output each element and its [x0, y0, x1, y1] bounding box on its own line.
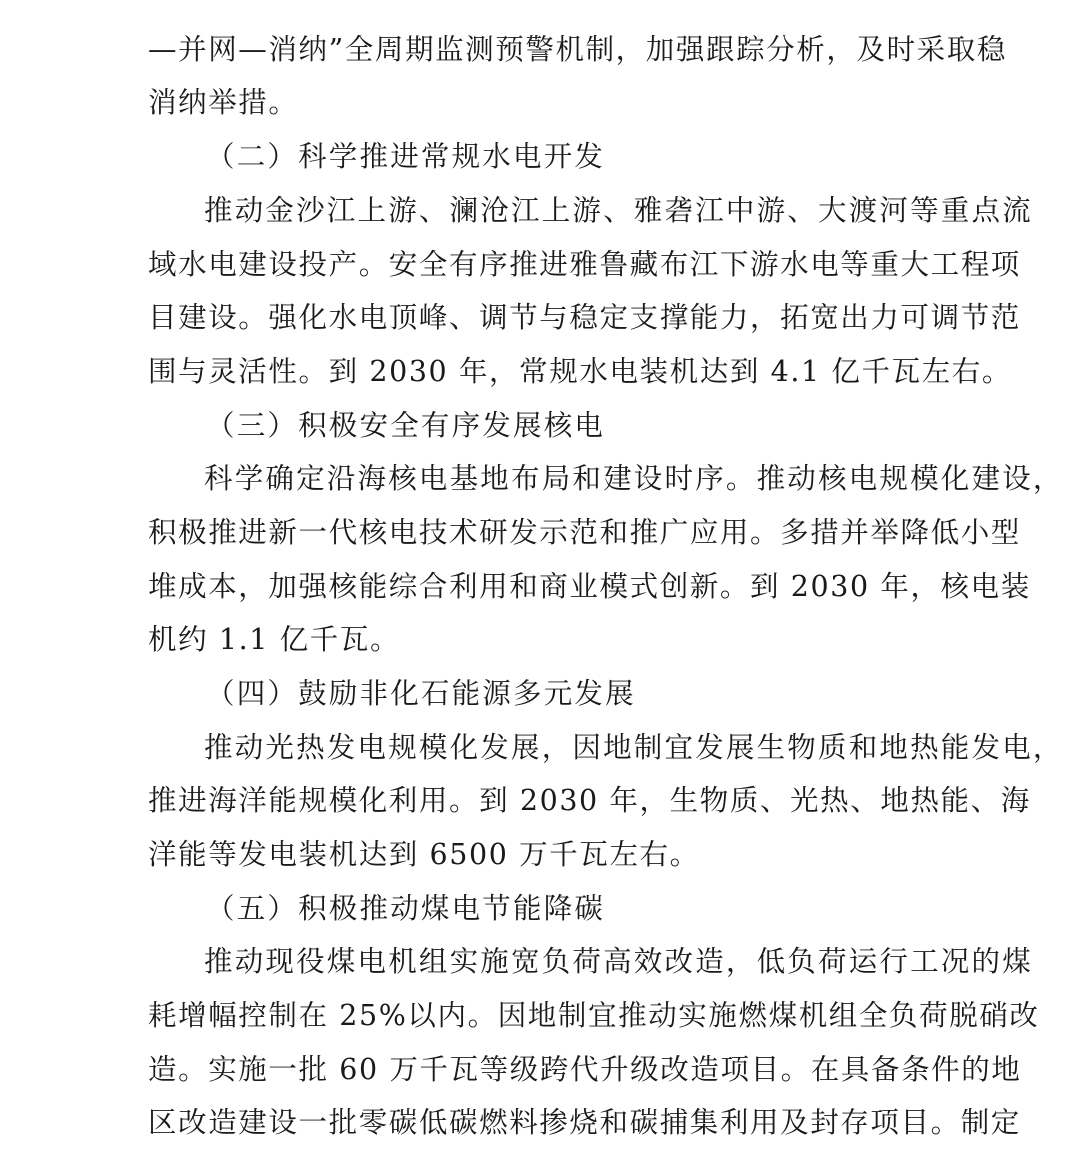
paragraph-line: 域水电建设投产。安全有序推进雅鲁藏布江下游水电等重大工程项	[148, 248, 1021, 281]
section-heading-5: （五）积极推动煤电节能降碳	[206, 892, 606, 925]
paragraph-line: 围与灵活性。到 2030 年，常规水电装机达到 4.1 亿千瓦左右。	[148, 355, 1012, 388]
paragraph-line: 推动金沙江上游、澜沧江上游、雅砻江中游、大渡河等重点流	[204, 194, 1033, 227]
section-heading-2: （二）科学推进常规水电开发	[206, 140, 606, 173]
paragraph-line: 机约 1.1 亿千瓦。	[148, 623, 401, 656]
paragraph-line: 洋能等发电装机达到 6500 万千瓦左右。	[148, 838, 700, 871]
section-heading-3: （三）积极安全有序发展核电	[206, 409, 606, 442]
paragraph-line: 目建设。强化水电顶峰、调节与稳定支撑能力，拓宽出力可调节范	[148, 301, 1021, 334]
paragraph-line: —并网—消纳”全周期监测预警机制，加强跟踪分析，及时采取稳	[148, 33, 1007, 66]
paragraph-line: 推动光热发电规模化发展，因地制宜发展生物质和地热能发电，	[204, 731, 1064, 764]
paragraph-line: 推进海洋能规模化利用。到 2030 年，生物质、光热、地热能、海	[148, 784, 1031, 817]
paragraph-line: 消纳举措。	[148, 86, 299, 119]
section-heading-4: （四）鼓励非化石能源多元发展	[206, 677, 636, 710]
paragraph-line: 科学确定沿海核电基地布局和建设时序。推动核电规模化建设，	[204, 462, 1064, 495]
paragraph-line: 耗增幅控制在 25%以内。因地制宜推动实施燃煤机组全负荷脱硝改	[148, 999, 1040, 1032]
paragraph-line: 推动现役煤电机组实施宽负荷高效改造，低负荷运行工况的煤	[204, 945, 1033, 978]
paragraph-line: 区改造建设一批零碳低碳燃料掺烧和碳捕集利用及封存项目。制定	[148, 1106, 1021, 1139]
paragraph-line: 堆成本，加强核能综合利用和商业模式创新。到 2030 年，核电装	[148, 570, 1031, 603]
paragraph-line: 积极推进新一代核电技术研发示范和推广应用。多措并举降低小型	[148, 516, 1021, 549]
paragraph-line: 造。实施一批 60 万千瓦等级跨代升级改造项目。在具备条件的地	[148, 1053, 1022, 1086]
